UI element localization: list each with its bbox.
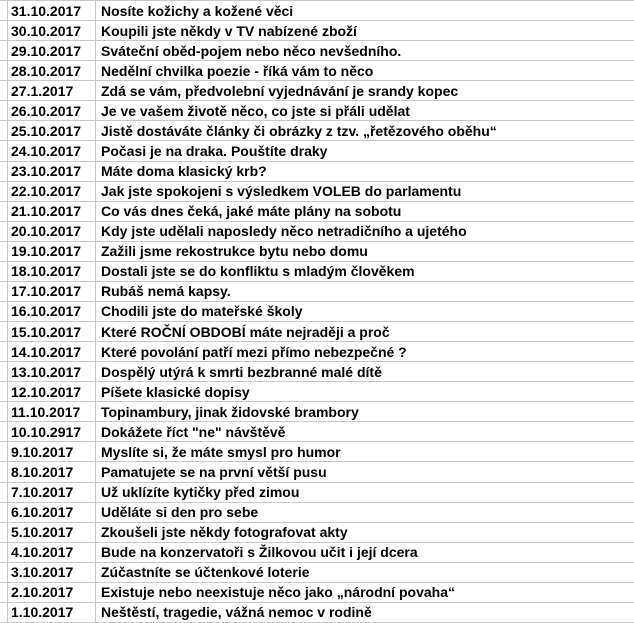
row-stub-cell[interactable] [0, 543, 8, 562]
table-row [0, 101, 634, 121]
date-cell[interactable]: 19.10.2017 [8, 242, 96, 261]
row-stub-cell[interactable] [0, 422, 8, 441]
table-row [0, 182, 634, 202]
topic-cell[interactable]: Jistě dostáváte články či obrázky z tzv. „řetězového oběhu“ [101, 122, 497, 139]
date-cell[interactable]: 4.10.2017 [8, 543, 96, 562]
date-cell[interactable]: 8.10.2017 [8, 462, 96, 481]
row-stub-cell[interactable] [0, 141, 8, 160]
table-row [0, 61, 634, 81]
date-cell[interactable]: 3.10.2017 [8, 563, 96, 582]
table-row [0, 422, 634, 442]
topic-cell[interactable]: Dokážete říct "ne" návštěvě [101, 423, 286, 440]
date-cell[interactable]: 25.10.2017 [8, 121, 96, 140]
date-cell[interactable]: 18.10.2017 [8, 262, 96, 281]
table-row [0, 342, 634, 362]
topic-cell[interactable]: Dospělý utýrá k smrti bezbranné malé dítě [101, 363, 382, 380]
row-stub-cell[interactable] [0, 362, 8, 381]
topic-cell[interactable]: Bude na konzervatoři s Žilkovou učit i její dcera [101, 544, 418, 561]
topic-cell[interactable]: Pamatujete se na první větší pusu [101, 463, 327, 480]
topic-cell[interactable]: Rubáš nemá kapsy. [101, 283, 231, 300]
date-cell[interactable]: 13.10.2017 [8, 362, 96, 381]
row-stub-cell[interactable] [0, 1, 8, 20]
row-stub-cell[interactable] [0, 21, 8, 40]
date-cell[interactable]: 6.10.2017 [8, 503, 96, 522]
row-stub-cell[interactable] [0, 523, 8, 542]
topic-cell[interactable]: Koupili jste někdy v TV nabízené zboží [101, 22, 357, 39]
topic-cell[interactable]: Co vás dnes čeká, jaké máte plány na sobotu [101, 203, 402, 220]
topic-cell[interactable]: Máte doma klasický krb? [101, 163, 267, 180]
topic-cell[interactable]: Zažili jsme rekostrukce bytu nebo domu [101, 243, 368, 260]
row-stub-cell[interactable] [0, 503, 8, 522]
row-stub-cell[interactable] [0, 222, 8, 241]
date-cell[interactable]: 23.10.2017 [8, 162, 96, 181]
date-cell[interactable]: 29.10.2017 [8, 41, 96, 60]
topic-cell[interactable]: Nosíte kožichy a kožené věci [101, 2, 294, 19]
table-row [0, 141, 634, 161]
row-stub-cell[interactable] [0, 462, 8, 481]
date-cell[interactable]: 11.10.2017 [8, 402, 96, 421]
row-stub-cell[interactable] [0, 342, 8, 361]
table-row [0, 41, 634, 61]
row-stub-cell[interactable] [0, 322, 8, 341]
date-cell[interactable]: 14.10.2017 [8, 342, 96, 361]
row-stub-cell[interactable] [0, 603, 8, 622]
date-cell[interactable]: 12.10.2017 [8, 382, 96, 401]
date-cell[interactable]: 16.10.2017 [8, 302, 96, 321]
date-cell[interactable]: 10.10.2917 [8, 422, 96, 441]
date-cell[interactable]: 26.10.2017 [8, 101, 96, 120]
row-stub-cell[interactable] [0, 242, 8, 261]
table-row [0, 242, 634, 262]
topic-cell[interactable]: Chodili jste do mateřské školy [101, 303, 303, 320]
row-stub-cell[interactable] [0, 563, 8, 582]
table-row [0, 81, 634, 101]
topic-cell[interactable]: Píšete klasické dopisy [101, 383, 250, 400]
date-cell[interactable]: 7.10.2017 [8, 483, 96, 502]
table-row [0, 583, 634, 603]
date-cell[interactable]: 17.10.2017 [8, 282, 96, 301]
topic-cell[interactable]: Uděláte si den pro sebe [101, 504, 259, 521]
table-row [0, 362, 634, 382]
date-cell[interactable]: 27.1.2017 [8, 81, 96, 100]
row-stub-cell[interactable] [0, 382, 8, 401]
table-row [0, 483, 634, 503]
topic-cell[interactable]: Zkoušeli jste někdy fotografovat akty [101, 524, 348, 541]
row-stub-cell[interactable] [0, 121, 8, 140]
date-cell[interactable]: 9.10.2017 [8, 442, 96, 461]
row-stub-cell[interactable] [0, 202, 8, 221]
topic-cell[interactable]: Dostali jste se do konfliktu s mladým člověkem [101, 263, 415, 280]
row-stub-cell[interactable] [0, 483, 8, 502]
row-stub-cell[interactable] [0, 402, 8, 421]
topic-cell[interactable]: Neštěstí, tragedie, vážná nemoc v rodině [101, 604, 372, 621]
row-stub-cell[interactable] [0, 41, 8, 60]
topic-cell[interactable]: Které ROČNÍ OBDOBÍ máte nejraději a proč [101, 323, 390, 340]
row-stub-cell[interactable] [0, 282, 8, 301]
date-cell[interactable]: 31.10.2017 [8, 1, 96, 20]
table-row [0, 543, 634, 563]
date-cell[interactable]: 1.10.2017 [8, 603, 96, 622]
table-row [0, 322, 634, 342]
table-row [0, 1, 634, 21]
table-row [0, 442, 634, 462]
row-stub-cell[interactable] [0, 182, 8, 201]
table-row [0, 162, 634, 182]
row-stub-cell[interactable] [0, 101, 8, 120]
topic-cell[interactable]: Kdy jste udělali naposledy něco netradičního a ujetého [101, 223, 467, 240]
table-row [0, 121, 634, 141]
topic-cell[interactable]: Nedělní chvilka poezie - říká vám to něco [101, 62, 374, 79]
row-stub-cell[interactable] [0, 61, 8, 80]
date-cell[interactable]: 2.10.2017 [8, 583, 96, 602]
topic-cell[interactable]: Zúčastníte se účtenkové loterie [101, 564, 310, 581]
topic-cell[interactable]: Myslíte si, že máte smysl pro humor [101, 443, 341, 460]
table-row [0, 222, 634, 242]
topic-cell[interactable]: Které povolání patří mezi přímo nebezpečné ? [101, 343, 407, 360]
table-row [0, 202, 634, 222]
table-row [0, 503, 634, 523]
table-row [0, 523, 634, 543]
topic-cell[interactable]: Počasi je na draka. Pouštíte draky [101, 142, 328, 159]
table-row [0, 563, 634, 583]
date-cell[interactable]: 24.10.2017 [8, 141, 96, 160]
date-cell[interactable]: 30.10.2017 [8, 21, 96, 40]
date-cell[interactable]: 5.10.2017 [8, 523, 96, 542]
topic-cell[interactable]: Je ve vašem životě něco, co jste si přáli udělat [101, 102, 410, 119]
table-row [0, 603, 634, 623]
date-cell[interactable]: 20.10.2017 [8, 222, 96, 241]
row-stub-cell[interactable] [0, 262, 8, 281]
row-stub-cell[interactable] [0, 442, 8, 461]
topic-cell[interactable]: Zdá se vám, předvolební vyjednávání je srandy kopec [101, 82, 459, 99]
table-row [0, 302, 634, 322]
table-row [0, 402, 634, 422]
row-stub-cell[interactable] [0, 302, 8, 321]
table-row [0, 382, 634, 402]
topic-cell[interactable]: Topinambury, jinak židovské brambory [101, 403, 359, 420]
row-stub-cell[interactable] [0, 162, 8, 181]
topic-cell[interactable]: Jak jste spokojeni s výsledkem VOLEB do parlamentu [101, 183, 462, 200]
table-row [0, 282, 634, 302]
date-cell[interactable]: 28.10.2017 [8, 61, 96, 80]
date-cell[interactable]: 15.10.2017 [8, 322, 96, 341]
row-stub-cell[interactable] [0, 583, 8, 602]
topic-cell[interactable]: Existuje nebo neexistuje něco jako „národní povaha“ [101, 584, 455, 601]
table-row [0, 462, 634, 482]
topic-cell[interactable]: Sváteční oběd-pojem nebo něco nevšedního. [101, 42, 402, 59]
date-cell[interactable]: 22.10.2017 [8, 182, 96, 201]
table-row [0, 262, 634, 282]
topic-cell[interactable]: Už uklízíte kytičky před zimou [101, 484, 300, 501]
row-stub-cell[interactable] [0, 81, 8, 100]
table-row [0, 21, 634, 41]
date-cell[interactable]: 21.10.2017 [8, 202, 96, 221]
